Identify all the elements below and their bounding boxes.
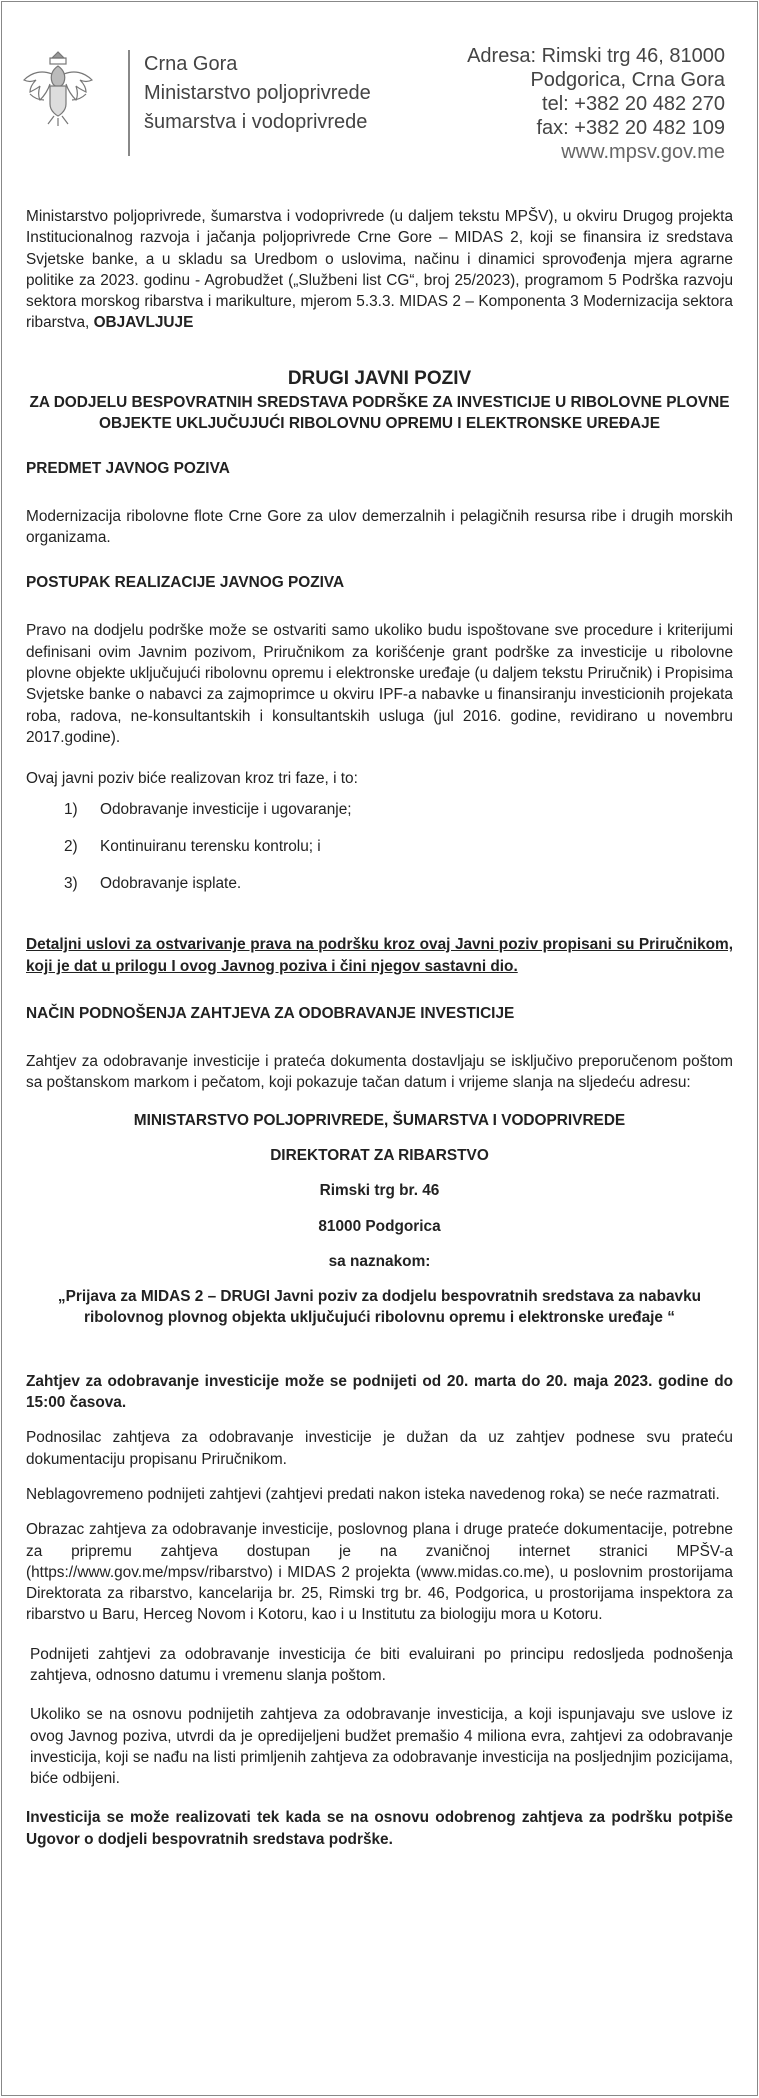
intro-paragraph <box>26 206 733 334</box>
body-paragraph: Obrazac zahtjeva za odobravanje investicije, poslovnog plana i druge prateće dokumentacije, potrebne za pripremu zahtjeva dostupan je na zvaničnoj internet stranici MPŠV-a (https://www.gov.me/mpsv/ribarstvo) i MIDAS 2 projekta (www.midas.co.me), u poslovnim prostorijama Direktorata za ribarstvo, kancelarija br. 25, Rimski trg br. 46, Podgorica, u prostorijama inspektora za ribarstvo u Baru, Herceg Novom i Kotoru, kao i u Institutu za biologiju mora u Kotoru. <box>26 1521 733 1624</box>
mailing-address <box>26 1110 733 1272</box>
deadline-text: Zahtjev za odobravanje investicije može se podnijeti od 20. marta do 20. maja 2023. godine do 15:00 časova. <box>26 1372 733 1412</box>
org-line: šumarstva i vodoprivrede <box>144 111 368 133</box>
heading-subject: PREDMET JAVNOG POZIVA <box>26 459 230 477</box>
list-text: Odobravanje isplate. <box>100 875 242 893</box>
intro-announce: OBJAVLJUJE <box>93 314 194 332</box>
envelope-label: „Prijava za MIDAS 2 – DRUGI Javni poziv za dodjelu bespovratnih sredstava za nabavku ribolovnog plovnog objekta uključujući ribolovnu opremu i elektronske uređaje “ <box>57 1288 702 1327</box>
body-paragraph: Ukoliko se na osnovu podnijetih zahtjeva za odobravanje investicija, a koji ispunjavaju sve uslove iz ovog Javnog poziva, utvrdi da je opredijeljeni budžet premašio 4 miliona evra, zahtjevi za odobravanje investicija, koji se nađu na listi primljenih zahtjeva za odobravanje investicija na posljednjim pozicijama, biće odbijeni. <box>30 1706 733 1788</box>
submission-text: Zahtjev za odobravanje investicije i prateća dokumenta dostavljaju se isključivo preporučenom poštom sa poštanskom markom i pečatom, koji pokazuje tačan datum i vrijeme slanja na sljedeću adresu: <box>26 1053 733 1092</box>
list-item <box>26 873 733 894</box>
list-item <box>26 836 733 857</box>
phases-list <box>26 799 733 894</box>
header-divider <box>128 50 130 156</box>
org-line: Crna Gora <box>144 53 238 75</box>
notice-page <box>1 1 758 2096</box>
procedure-text: Pravo na dodjelu podrške može se ostvariti samo ukoliko budu ispoštovane sve procedure i kriterijumi definisani ovim Javnim pozivom, Priručnikom za korišćenje grant podrške za investicije u ribolovne plovne objekte uključujući ribolovnu opremu i elektronske uređaje (u daljem tekstu Priručnik) i Propisima Svjetske banke o nabavci za zajmoprimce u okviru IPF-a nabavke u finansiranju investicionih projekata roba, radova, ne-konsultantskih i konsultantskih usluga (jul 2016. godine, revidirano u novembru 2017.godine). <box>26 622 733 746</box>
coat-of-arms-icon <box>20 46 96 128</box>
list-number: 2) <box>64 838 78 856</box>
page-subtitle: ZA DODJELU BESPOVRATNIH SREDSTAVA PODRŠKE ZA INVESTICIJE U RIBOLOVNE PLOVNE OBJEKTE UKLJUČUJUĆI RIBOLOVNU OPREMU I ELEKTRONSKE UREĐAJE <box>29 393 730 432</box>
phases-intro: Ovaj javni poziv biće realizovan kroz tri faze, i to: <box>26 770 358 788</box>
org-line: Ministarstvo poljoprivrede <box>144 82 371 104</box>
address-line: Adresa: Rimski trg 46, 81000 <box>467 45 725 67</box>
website-link[interactable]: www.mpsv.gov.me <box>561 141 725 163</box>
heading-submission: NAČIN PODNOŠENJA ZAHTJEVA ZA ODOBRAVANJE INVESTICIJE <box>26 1005 515 1023</box>
heading-procedure: POSTUPAK REALIZACIJE JAVNOG POZIVA <box>26 574 345 592</box>
list-text: Kontinuiranu terensku kontrolu; i <box>100 838 321 856</box>
closing-statement: Investicija se može realizovati tek kada se na osnovu odobrenog zahtjeva za podršku potpiše Ugovor o dodjeli bespovratnih sredstava podrške. <box>26 1809 733 1848</box>
list-item <box>26 799 733 820</box>
address-line: Podgorica, Crna Gora <box>530 69 725 91</box>
list-number: 3) <box>64 875 78 893</box>
list-number: 1) <box>64 801 78 819</box>
phone: tel: +382 20 482 270 <box>542 93 725 115</box>
list-text: Odobravanje investicije i ugovaranje; <box>100 801 352 819</box>
body-paragraph: Podnosilac zahtjeva za odobravanje investicije je dužan da uz zahtjev podnese svu prateću dokumentaciju propisanu Priručnikom. <box>26 1429 733 1468</box>
fax: fax: +382 20 482 109 <box>536 117 725 139</box>
conditions-note: Detaljni uslovi za ostvarivanje prava na podršku kroz ovaj Javni poziv propisani su Priručnikom, koji je dat u prilogu I ovog Javnog poziva i čini njegov sastavni dio. <box>26 936 733 975</box>
address-line: DIREKTORAT ZA RIBARSTVO <box>270 1146 489 1164</box>
address-line: sa naznakom: <box>328 1252 431 1270</box>
body-paragraph: Neblagovremeno podnijeti zahtjevi (zahtjevi predati nakon isteka navedenog roka) se neće razmatrati. <box>26 1485 720 1503</box>
page-title: DRUGI JAVNI POZIV <box>287 367 472 389</box>
address-line: Rimski trg br. 46 <box>319 1182 440 1200</box>
ministry-name <box>144 50 371 137</box>
address-line: MINISTARSTVO POLJOPRIVREDE, ŠUMARSTVA I VODOPRIVREDE <box>133 1111 626 1129</box>
address-line: 81000 Podgorica <box>318 1217 441 1235</box>
letterhead <box>26 2 733 192</box>
subject-text: Modernizacija ribolovne flote Crne Gore za ulov demerzalnih i pelagičnih resursa ribe i drugih morskih organizama. <box>26 507 733 547</box>
contact-block <box>467 44 725 164</box>
intro-text: Ministarstvo poljoprivrede, šumarstva i vodoprivrede (u daljem tekstu MPŠV), u okviru Drugog projekta Institucionalnog razvoja i jačanja poljoprivrede Crne Gore – MIDAS 2, koji se finansira iz sredstava Svjetske banke, a u skladu sa Uredbom o uslovima, načinu i dinamici sprovođenja mjera agrarne politike za 2023. godinu - Agrobudžet („Službeni list CG“, broj 25/2023), programom 5 Podrška razvoju sektora morskog ribarstva i marikulture, mjerom 5.3.3. MIDAS 2 – Komponenta 3 Modernizacija sektora ribarstva, <box>26 208 733 332</box>
body-paragraph: Podnijeti zahtjevi za odobravanje investicija će biti evaluirani po principu redosljeda podnošenja zahtjeva, odnosno datumu i vremenu slanja poštom. <box>30 1645 733 1684</box>
